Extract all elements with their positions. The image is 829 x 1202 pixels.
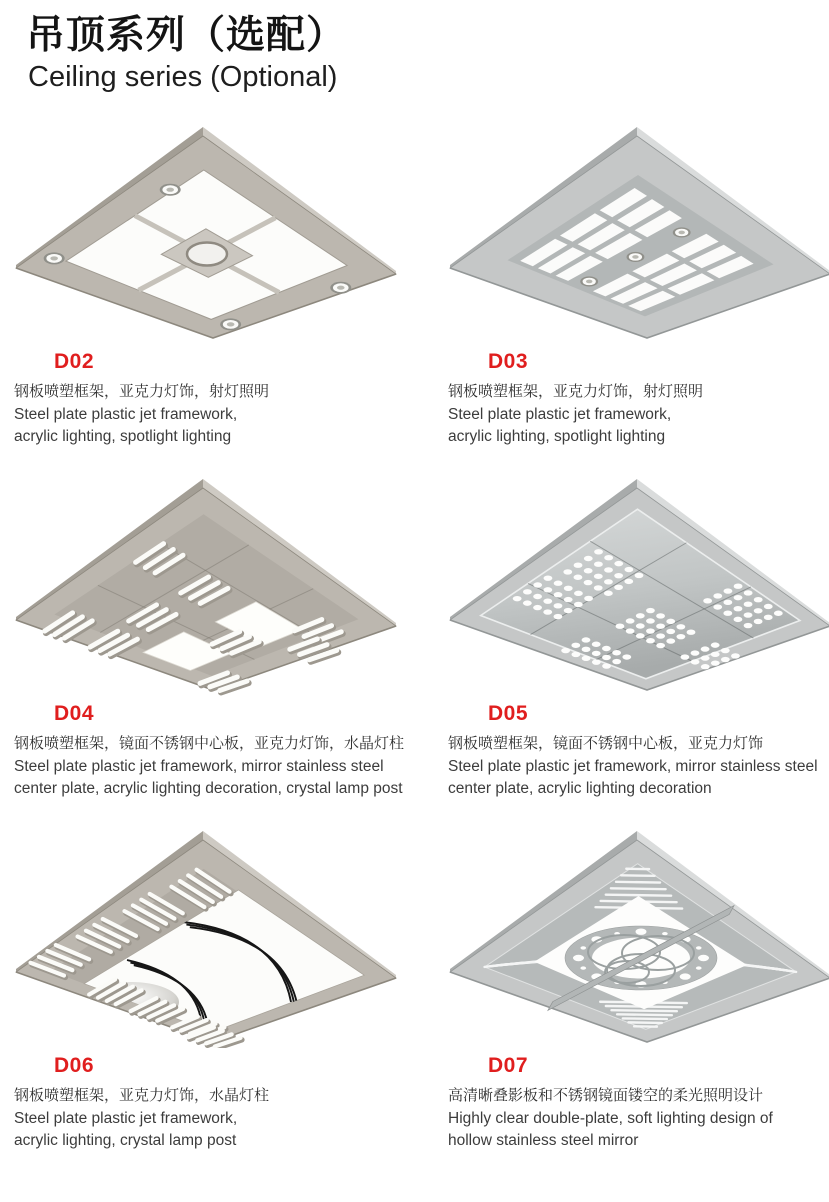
product-card-d06	[6, 824, 418, 1152]
ceiling-3d-illustration-d07	[440, 830, 829, 1048]
product-code: D06	[54, 1054, 95, 1078]
desc-line: Steel plate plastic jet framework, mirror stainless steel	[14, 758, 384, 776]
ceiling-render-d06	[6, 830, 406, 1048]
desc-line: acrylic lighting, spotlight lighting	[14, 428, 232, 446]
desc-line: Highly clear double-plate, soft lighting design of	[448, 1110, 773, 1128]
product-desc-english	[14, 1108, 418, 1152]
product-card-d05	[418, 472, 823, 800]
desc-line: center plate, acrylic lighting decoration	[448, 780, 712, 798]
product-info	[14, 1054, 418, 1152]
ceiling-3d-illustration-d05	[440, 478, 829, 696]
ceiling-3d-illustration-d04	[6, 478, 406, 696]
desc-line: acrylic lighting, crystal lamp post	[14, 1132, 237, 1150]
desc-line: Steel plate plastic jet framework,	[448, 406, 672, 424]
product-desc-chinese: 高清晰叠影板和不锈钢镜面镂空的柔光照明设计	[448, 1087, 764, 1105]
product-desc-english	[14, 756, 418, 800]
ceiling-render-d03	[440, 126, 829, 344]
ceiling-3d-illustration-d06	[6, 830, 406, 1048]
product-desc-chinese: 钢板喷塑框架，镜面不锈钢中心板，亚克力灯饰	[448, 735, 764, 753]
product-card-d03	[418, 120, 823, 448]
product-card-d04	[6, 472, 418, 800]
desc-line: Steel plate plastic jet framework,	[14, 406, 238, 424]
product-desc-chinese: 钢板喷塑框架，镜面不锈钢中心板，亚克力灯饰，水晶灯柱	[14, 735, 405, 753]
product-desc-english	[14, 404, 418, 448]
ceiling-render-d04	[6, 478, 406, 696]
ceiling-render-d07	[440, 830, 829, 1048]
product-code: D03	[488, 350, 529, 374]
product-info	[448, 702, 823, 800]
product-info	[448, 1054, 823, 1152]
product-code: D04	[54, 702, 95, 726]
desc-line: Steel plate plastic jet framework,	[14, 1110, 238, 1128]
product-info	[14, 702, 418, 800]
product-desc-chinese: 钢板喷塑框架，亚克力灯饰，水晶灯柱	[14, 1087, 270, 1105]
page-header	[0, 0, 829, 94]
product-code: D05	[488, 702, 529, 726]
page-title-english: Ceiling series (Optional)	[28, 60, 338, 93]
product-card-d07	[418, 824, 823, 1152]
product-grid	[0, 120, 829, 1176]
desc-line: hollow stainless steel mirror	[448, 1132, 639, 1150]
product-info	[448, 350, 823, 448]
ceiling-3d-illustration-d03	[440, 126, 829, 344]
desc-line: Steel plate plastic jet framework, mirror stainless steel	[448, 758, 818, 776]
ceiling-render-d05	[440, 478, 829, 696]
product-desc-english	[448, 1108, 823, 1152]
product-desc-chinese: 钢板喷塑框架，亚克力灯饰，射灯照明	[14, 383, 270, 401]
ceiling-3d-illustration-d02	[6, 126, 406, 344]
product-info	[14, 350, 418, 448]
product-card-d02	[6, 120, 418, 448]
product-desc-english	[448, 404, 823, 448]
product-code: D07	[488, 1054, 529, 1078]
desc-line: acrylic lighting, spotlight lighting	[448, 428, 666, 446]
ceiling-render-d02	[6, 126, 406, 344]
product-desc-english	[448, 756, 823, 800]
desc-line: center plate, acrylic lighting decoration, crystal lamp post	[14, 780, 403, 798]
product-code: D02	[54, 350, 95, 374]
page-title-chinese: 吊顶系列（选配）	[26, 14, 347, 57]
product-desc-chinese: 钢板喷塑框架，亚克力灯饰，射灯照明	[448, 383, 704, 401]
